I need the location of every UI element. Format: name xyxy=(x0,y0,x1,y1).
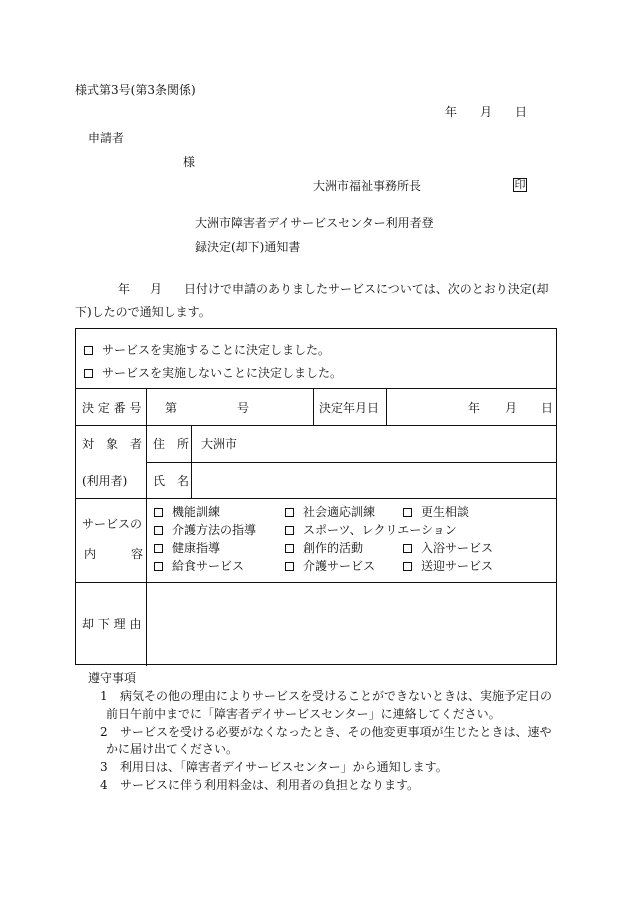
number-suffix: 号 xyxy=(237,401,250,415)
service-label-line2-start: 内 xyxy=(84,547,97,561)
address-value: 大洲市 xyxy=(201,437,238,451)
decision-date-day: 日 xyxy=(541,401,554,415)
checkbox-icon[interactable] xyxy=(285,544,294,553)
checkbox-icon[interactable] xyxy=(403,562,412,571)
note-text: サービスを受ける必要がなくなったとき、その他変更事項が生じたときは、速や xyxy=(120,725,552,739)
checkbox-icon[interactable] xyxy=(154,508,163,517)
date-year: 年 xyxy=(445,105,458,119)
decision-date-year: 年 xyxy=(468,401,481,415)
address-label: 住 所 xyxy=(153,437,190,451)
note-text-continued: かに届け出てください。 xyxy=(106,742,239,756)
note-text: サービスに伴う利用料金は、利用者の負担となります。 xyxy=(120,778,420,792)
checkbox-icon[interactable] xyxy=(154,544,163,553)
service-option[interactable]: 送迎サービス xyxy=(403,560,493,572)
notes-title: 遵守事項 xyxy=(88,671,137,685)
decision-date-month: 月 xyxy=(505,401,518,415)
row-divider xyxy=(76,498,556,499)
service-option[interactable]: 健康指導 xyxy=(154,542,220,554)
checkbox-icon[interactable] xyxy=(154,562,163,571)
service-option[interactable]: 入浴サービス xyxy=(403,542,493,554)
checkbox-icon[interactable] xyxy=(154,526,163,535)
note-text-continued: 前日午前中までに「障害者デイサービスセンター」に連絡してください。 xyxy=(106,707,501,721)
checkbox-icon[interactable] xyxy=(84,369,93,378)
body-text-line1: 日付けで申請のありましたサービスについては、次のとおり決定(却 xyxy=(184,282,549,296)
service-option[interactable]: 介護サービス xyxy=(285,560,375,572)
checkbox-icon[interactable] xyxy=(84,346,93,355)
service-option[interactable]: 創作的活動 xyxy=(285,542,363,554)
body-month: 月 xyxy=(150,282,163,296)
applicant-label: 申請者 xyxy=(88,131,125,145)
note-number: 4 xyxy=(100,778,108,792)
document-title-line2: 録決定(却下)通知書 xyxy=(195,240,301,254)
name-label: 氏 名 xyxy=(153,474,190,488)
service-label-line1: サービスの xyxy=(82,517,143,531)
note-text: 利用日は、「障害者デイサービスセンター」から通知します。 xyxy=(120,760,448,774)
decision-number-label: 決 定 番 号 xyxy=(82,401,142,415)
rejection-reason-label: 却 下 理 由 xyxy=(82,617,142,631)
service-option[interactable]: スポーツ、レクリエーション xyxy=(285,524,457,536)
col-divider xyxy=(146,388,147,666)
body-text-line2: 下)したので通知します。 xyxy=(75,305,211,319)
honorific: 様 xyxy=(183,155,196,169)
notice-table xyxy=(75,328,557,665)
form-number: 様式第3号(第3条関係) xyxy=(75,83,196,97)
row-divider xyxy=(76,582,556,583)
body-year: 年 xyxy=(118,282,131,296)
option-approve[interactable]: サービスを実施することに決定しました。 xyxy=(84,344,330,356)
note-number: 3 xyxy=(100,760,108,774)
option-reject[interactable]: サービスを実施しないことに決定しました。 xyxy=(84,367,342,379)
checkbox-icon[interactable] xyxy=(403,544,412,553)
number-prefix: 第 xyxy=(165,401,178,415)
service-option[interactable]: 機能訓練 xyxy=(154,506,220,518)
checkbox-icon[interactable] xyxy=(285,508,294,517)
decision-date-label: 決定年月日 xyxy=(319,401,380,415)
row-divider xyxy=(76,388,556,389)
service-option[interactable]: 給食サービス xyxy=(154,560,244,572)
row-divider xyxy=(146,462,556,463)
seal-mark: 印 xyxy=(514,178,526,191)
row-divider xyxy=(76,425,556,426)
document-title-line1: 大洲市障害者デイサービスセンター利用者登 xyxy=(195,216,434,230)
checkbox-icon[interactable] xyxy=(285,562,294,571)
service-label-line2-end: 容 xyxy=(131,547,144,561)
note-number: 2 xyxy=(100,725,108,739)
user-label: (利用者) xyxy=(82,474,128,488)
note-number: 1 xyxy=(100,689,108,703)
issuer-name: 大洲市福祉事務所長 xyxy=(313,179,422,193)
col-divider xyxy=(191,425,192,498)
service-option[interactable]: 社会適応訓練 xyxy=(285,506,375,518)
checkbox-icon[interactable] xyxy=(285,526,294,535)
note-text: 病気その他の理由によりサービスを受けることができないときは、実施予定日の xyxy=(120,689,553,703)
col-divider xyxy=(313,388,314,425)
col-divider xyxy=(386,388,387,425)
date-month: 月 xyxy=(480,105,493,119)
date-day: 日 xyxy=(515,105,528,119)
checkbox-icon[interactable] xyxy=(403,508,412,517)
service-option[interactable]: 更生相談 xyxy=(403,506,469,518)
subject-label: 対 象 者 xyxy=(82,437,143,451)
service-option[interactable]: 介護方法の指導 xyxy=(154,524,256,536)
